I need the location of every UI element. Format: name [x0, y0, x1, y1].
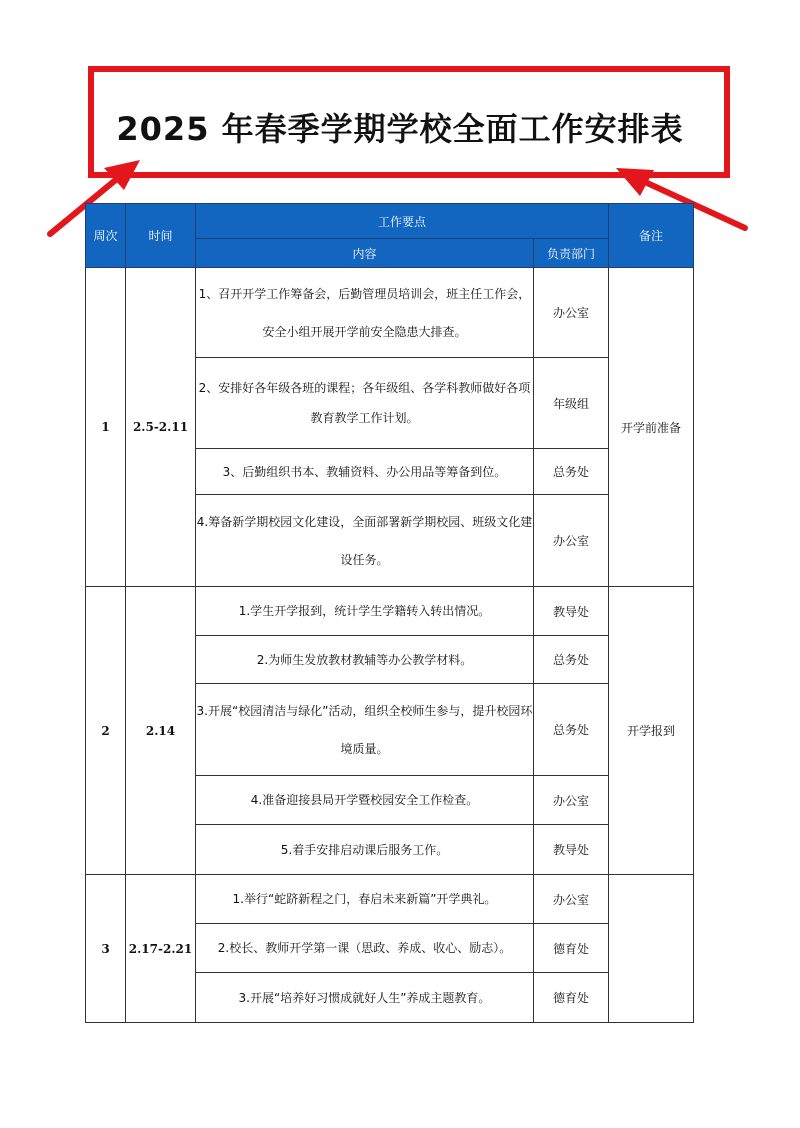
- table-row: [86, 875, 694, 924]
- task-content: 4.筹备新学期校园文化建设，全面部署新学期校园、班级文化建设任务。: [196, 495, 534, 587]
- week-note: 开学前准备: [609, 268, 694, 587]
- week-number: 1: [86, 268, 126, 587]
- task-dept: 总务处: [534, 449, 609, 495]
- header-dept: 负责部门: [534, 239, 609, 268]
- task-content: 2.为师生发放教材教辅等办公教学材料。: [196, 636, 534, 684]
- task-content: 2、安排好各年级各班的课程；各年级组、各学科教师做好各项教育教学工作计划。: [196, 358, 534, 449]
- task-dept: 德育处: [534, 924, 609, 973]
- week-time: 2.14: [126, 587, 196, 875]
- task-content: 2.校长、教师开学第一课（思政、养成、收心、励志）。: [196, 924, 534, 973]
- task-dept: 办公室: [534, 495, 609, 587]
- week-time: 2.17-2.21: [126, 875, 196, 1023]
- header-note: 备注: [609, 204, 694, 268]
- task-content: 3.开展“培养好习惯成就好人生”养成主题教育。: [196, 973, 534, 1023]
- task-content: 3、后勤组织书本、教辅资料、办公用品等筹备到位。: [196, 449, 534, 495]
- task-dept: 办公室: [534, 875, 609, 924]
- header-work-points: 工作要点: [196, 204, 609, 239]
- header-time: 时间: [126, 204, 196, 268]
- week-number: 3: [86, 875, 126, 1023]
- table-row: [86, 587, 694, 636]
- week-note: 开学报到: [609, 587, 694, 875]
- task-dept: 办公室: [534, 268, 609, 358]
- task-content: 4.准备迎接县局开学暨校园安全工作检查。: [196, 776, 534, 825]
- task-content: 1.学生开学报到，统计学生学籍转入转出情况。: [196, 587, 534, 636]
- task-dept: 总务处: [534, 636, 609, 684]
- week-note: [609, 875, 694, 1023]
- header-week: 周次: [86, 204, 126, 268]
- header-content: 内容: [196, 239, 534, 268]
- task-dept: 年级组: [534, 358, 609, 449]
- task-content: 1、召开开学工作筹备会，后勤管理员培训会，班主任工作会，安全小组开展开学前安全隐患大排查。: [196, 268, 534, 358]
- task-dept: 德育处: [534, 973, 609, 1023]
- schedule-table: [85, 203, 694, 1023]
- task-dept: 总务处: [534, 684, 609, 776]
- page-title: 2025 年春季学期学校全面工作安排表: [116, 110, 684, 148]
- task-dept: 教导处: [534, 825, 609, 875]
- task-content: 1.举行“蛇跻新程之门，春启未来新篇”开学典礼。: [196, 875, 534, 924]
- page-bottom-margin: [85, 1026, 695, 1128]
- week-number: 2: [86, 587, 126, 875]
- task-dept: 教导处: [534, 587, 609, 636]
- task-content: 3.开展“校园清洁与绿化”活动，组织全校师生参与，提升校园环境质量。: [196, 684, 534, 776]
- task-content: 5.着手安排启动课后服务工作。: [196, 825, 534, 875]
- table-row: [86, 268, 694, 358]
- task-dept: 办公室: [534, 776, 609, 825]
- week-time: 2.5-2.11: [126, 268, 196, 587]
